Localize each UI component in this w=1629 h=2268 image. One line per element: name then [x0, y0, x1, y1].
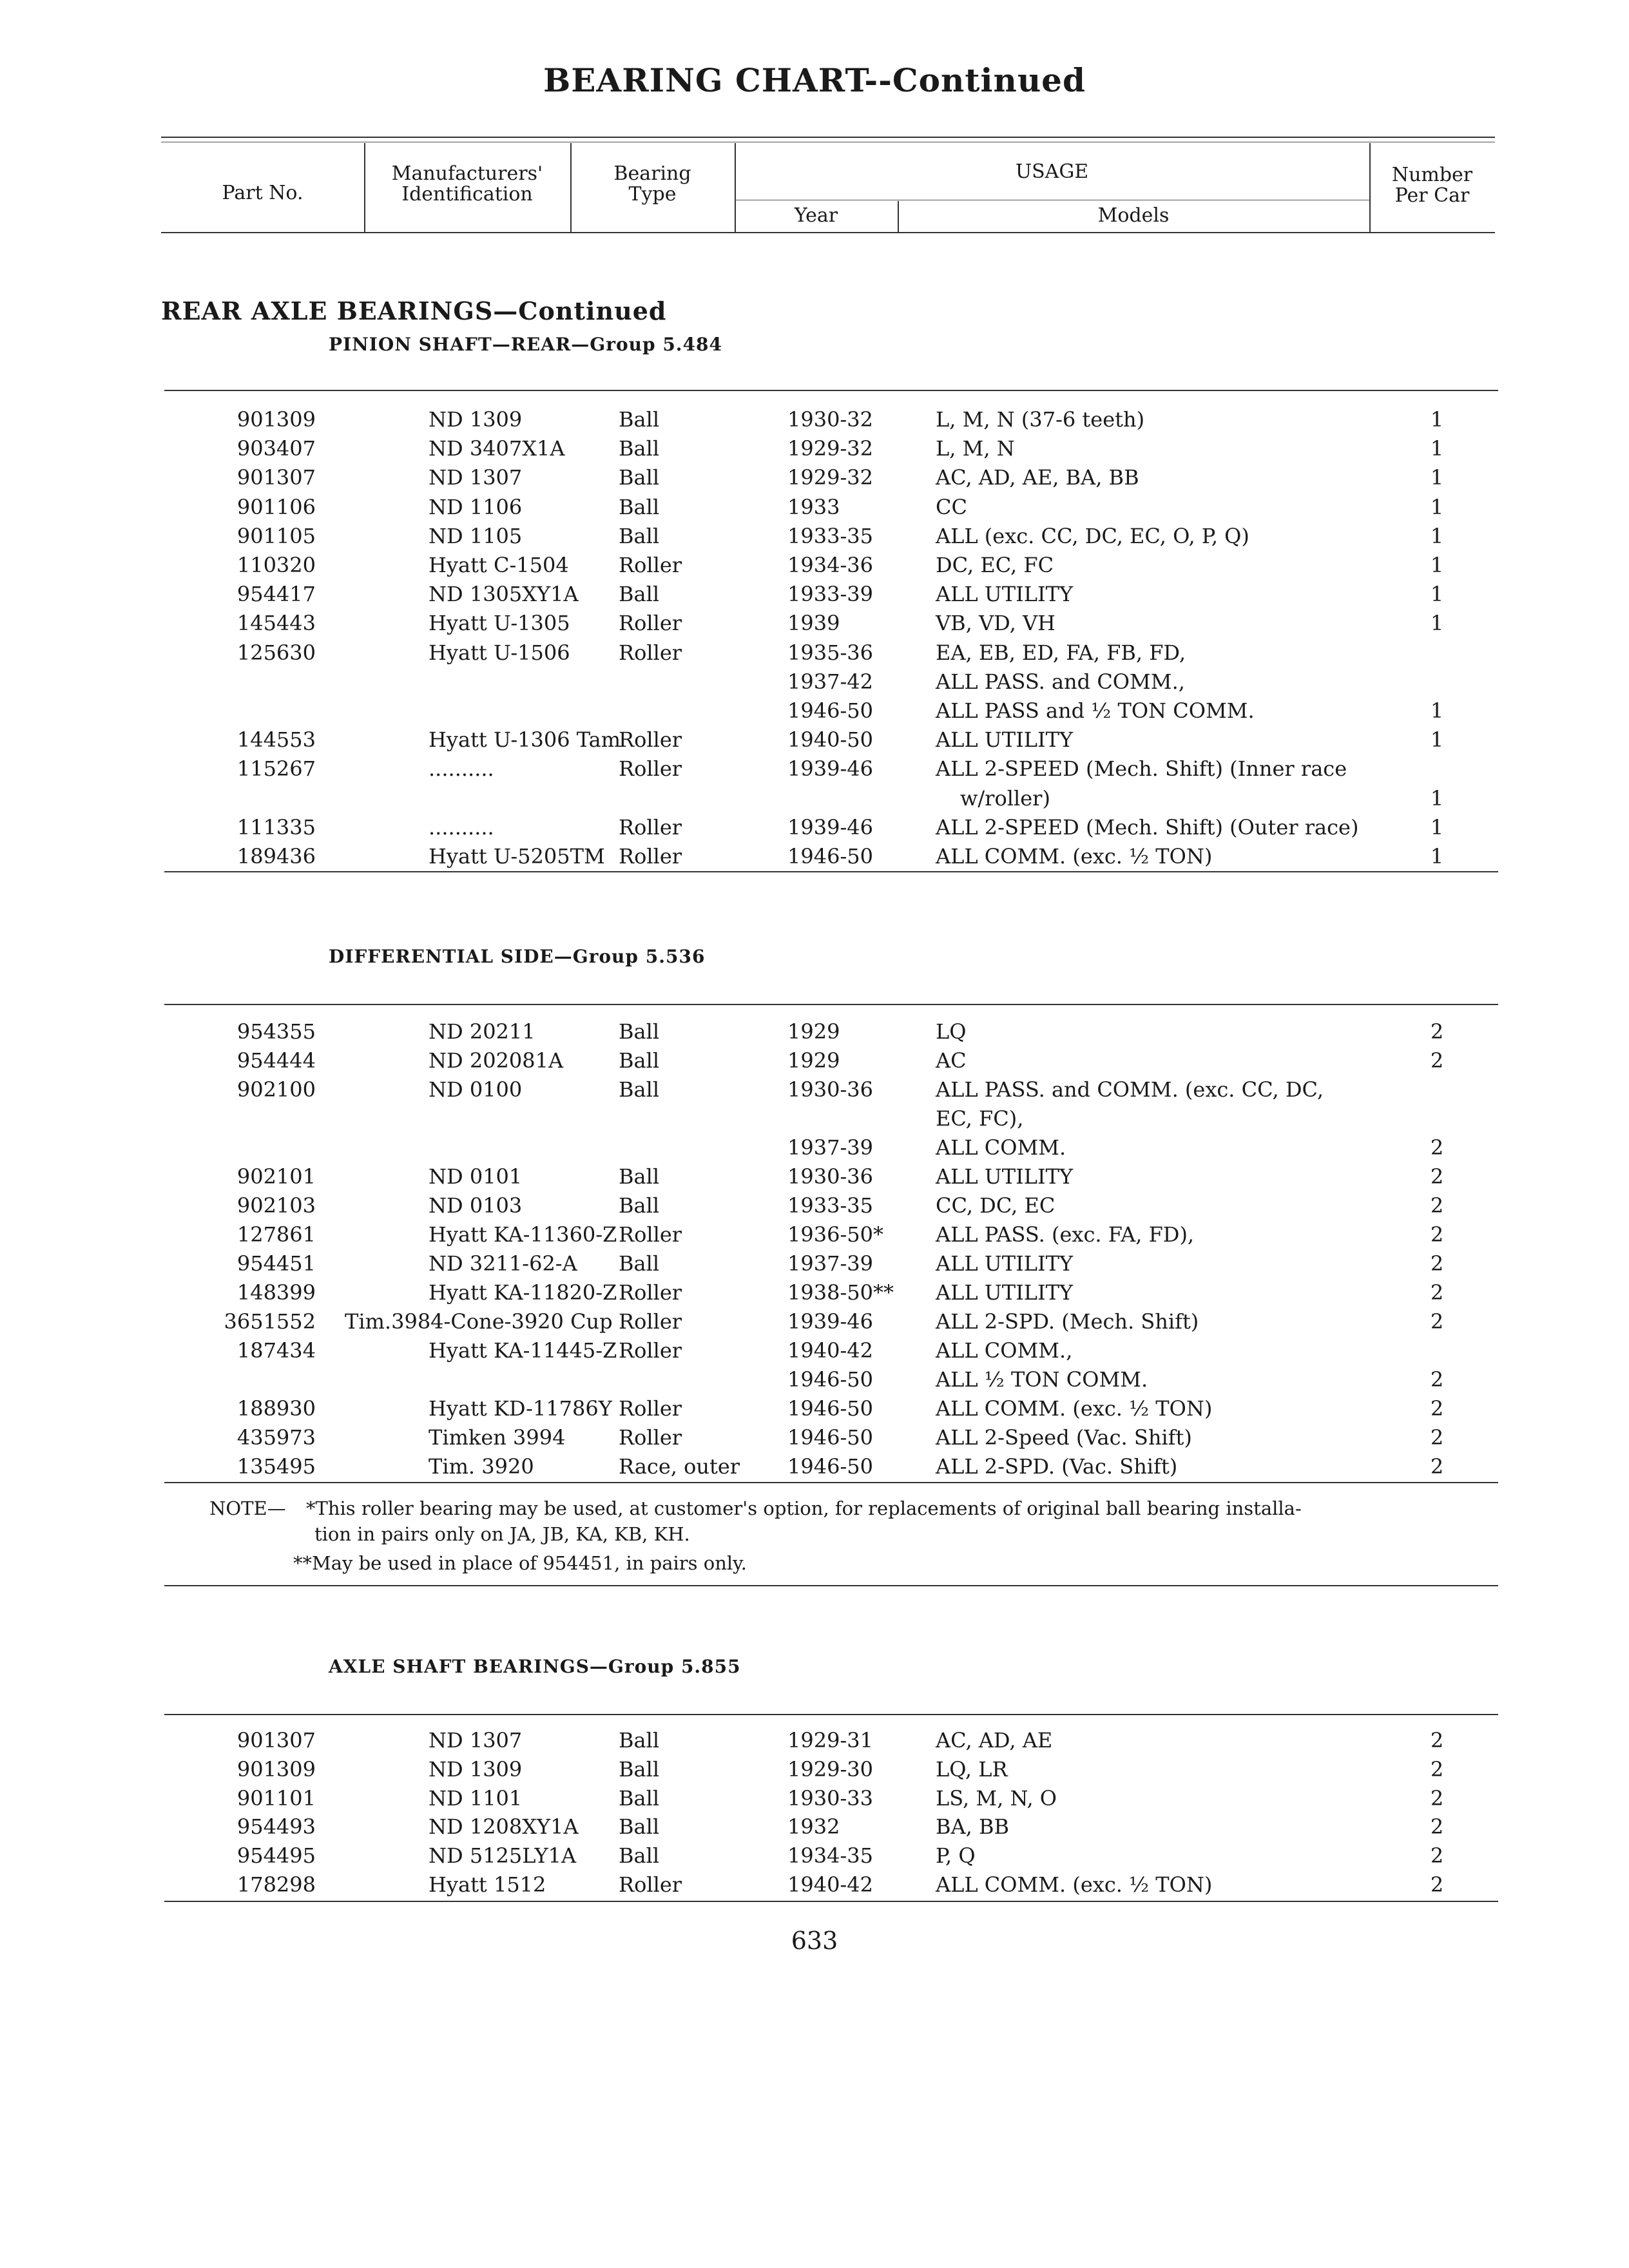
table-row — [0, 638, 1629, 668]
usage-year: 1937-39 — [787, 1251, 873, 1276]
usage-models: ALL (exc. CC, DC, EC, O, P, Q) — [936, 523, 1249, 548]
part-number: 125630 — [236, 640, 316, 665]
usage-year: 1929 — [787, 1048, 840, 1073]
part-number: 901101 — [236, 1785, 316, 1811]
part-number: 189436 — [236, 844, 316, 869]
header-part-no: Part No. — [222, 182, 304, 204]
manufacturer-id: .......... — [429, 756, 494, 782]
usage-year: 1939-46 — [787, 814, 873, 840]
part-number: 188930 — [236, 1396, 316, 1421]
bearing-type: Ball — [619, 1048, 660, 1073]
number-per-car: 2 — [1430, 1019, 1444, 1044]
usage-models: LQ, LR — [936, 1756, 1008, 1782]
table-row — [0, 1046, 1629, 1075]
manufacturer-id: ND 1208XY1A — [429, 1814, 579, 1840]
number-per-car: 2 — [1430, 1872, 1444, 1897]
usage-models: ALL COMM. (exc. ½ TON) — [936, 1396, 1213, 1421]
part-number: 903407 — [236, 436, 316, 461]
number-per-car: 2 — [1430, 1251, 1444, 1276]
usage-models: ALL UTILITY — [936, 1280, 1074, 1305]
manufacturer-id: ND 1307 — [429, 1728, 523, 1753]
part-number: 901309 — [236, 407, 316, 432]
manufacturer-id: ND 3407X1A — [429, 436, 565, 461]
usage-year: 1930-32 — [787, 407, 873, 432]
number-per-car: 2 — [1430, 1785, 1444, 1811]
table-row — [0, 725, 1629, 754]
table-row — [0, 463, 1629, 492]
usage-year: 1935-36 — [787, 640, 873, 665]
usage-year: 1939 — [787, 611, 840, 636]
manufacturer-id: ND 1106 — [429, 494, 523, 519]
manufacturer-id: Hyatt KA-11820-Z — [429, 1280, 617, 1305]
manufacturer-id: ND 0101 — [429, 1164, 523, 1189]
header-bottom-rule — [161, 232, 1495, 233]
usage-models: AC, AD, AE, BA, BB — [936, 465, 1139, 490]
usage-year: 1939-46 — [787, 1309, 873, 1334]
usage-models: ALL PASS. (exc. FA, FD), — [936, 1222, 1195, 1247]
manufacturer-id: Hyatt U-5205TM — [429, 844, 605, 869]
number-per-car: 2 — [1430, 1280, 1444, 1305]
part-number: 145443 — [236, 611, 316, 636]
part-number: 111335 — [236, 814, 316, 840]
usage-models: ALL PASS. and COMM., — [936, 669, 1185, 694]
bearing-type: Ball — [619, 436, 660, 461]
number-per-car: 1 — [1430, 611, 1444, 636]
usage-year: 1933-35 — [787, 1193, 873, 1218]
number-per-car: 2 — [1430, 1396, 1444, 1421]
part-number: 954495 — [236, 1843, 316, 1869]
number-per-car: 2 — [1430, 1454, 1444, 1479]
part-number: 187434 — [236, 1338, 316, 1363]
bearing-type: Roller — [619, 844, 682, 869]
number-per-car: 1 — [1430, 523, 1444, 548]
usage-models: EA, EB, ED, FA, FB, FD, — [936, 640, 1186, 665]
table-row — [0, 1191, 1629, 1220]
table-row — [0, 812, 1629, 842]
part-number: 901307 — [236, 1728, 316, 1753]
bearing-type: Ball — [619, 582, 660, 607]
usage-models: AC, AD, AE — [936, 1728, 1053, 1753]
manufacturer-id: Hyatt KA-11360-Z — [429, 1222, 617, 1247]
table-row — [0, 550, 1629, 580]
manufacturer-id: ND 202081A — [429, 1048, 564, 1073]
manufacturer-id: ND 0103 — [429, 1193, 523, 1218]
usage-year: 1930-36 — [787, 1164, 873, 1189]
number-per-car: 1 — [1430, 494, 1444, 519]
number-per-car: 1 — [1430, 814, 1444, 840]
usage-year: 1937-39 — [787, 1135, 873, 1160]
table-row — [0, 1336, 1629, 1365]
header-mfr-2: Identification — [401, 183, 533, 206]
usage-models: L, M, N — [936, 436, 1015, 461]
manufacturer-id: ND 3211-62-A — [429, 1251, 577, 1276]
manufacturer-id: Timken 3994 — [429, 1425, 566, 1450]
manufacturer-id: Hyatt U-1306 Tam — [429, 727, 621, 753]
table-row — [0, 1307, 1629, 1336]
usage-models: BA, BB — [936, 1814, 1009, 1840]
table-row — [0, 1249, 1629, 1278]
header-year: Year — [794, 204, 838, 227]
usage-year: 1946-50 — [787, 1396, 873, 1421]
part-number: 902103 — [236, 1193, 316, 1218]
part-number: 954493 — [236, 1814, 316, 1840]
part-number: 902100 — [236, 1077, 316, 1102]
usage-models: ALL UTILITY — [936, 1251, 1074, 1276]
usage-models: ALL COMM., — [936, 1338, 1073, 1363]
number-per-car: 2 — [1430, 1309, 1444, 1334]
usage-models: ALL UTILITY — [936, 582, 1074, 607]
bearing-type: Roller — [619, 1309, 682, 1334]
manufacturer-id: Hyatt U-1305 — [429, 611, 570, 636]
table-row — [0, 1783, 1629, 1813]
pinion-top-rule — [164, 390, 1498, 391]
usage-year: 1933-35 — [787, 523, 873, 548]
number-per-car: 2 — [1430, 1164, 1444, 1189]
usage-year: 1939-46 — [787, 756, 873, 782]
usage-models: w/roller) — [960, 785, 1050, 811]
table-row — [0, 1841, 1629, 1870]
usage-models: VB, VD, VH — [936, 611, 1055, 636]
number-per-car: 1 — [1430, 785, 1444, 811]
bearing-type: Roller — [619, 756, 682, 782]
usage-year: 1940-50 — [787, 727, 873, 753]
usage-models: ALL 2-SPD. (Mech. Shift) — [936, 1309, 1199, 1334]
note-line-3: **May be used in place of 954451, in pairs only. — [293, 1552, 747, 1574]
bearing-type: Roller — [619, 640, 682, 665]
part-number: 901105 — [236, 523, 316, 548]
manufacturer-id: ND 1309 — [429, 407, 523, 432]
manufacturer-id: ND 20211 — [429, 1019, 535, 1044]
part-number: 954444 — [236, 1048, 316, 1073]
part-number: 178298 — [236, 1872, 316, 1897]
table-row — [0, 434, 1629, 463]
usage-models: AC — [936, 1048, 967, 1073]
table-row — [0, 1075, 1629, 1104]
table-row — [0, 405, 1629, 434]
bearing-type: Ball — [619, 1251, 660, 1276]
usage-year: 1946-50 — [787, 698, 873, 723]
number-per-car: 2 — [1430, 1193, 1444, 1218]
usage-year: 1933-39 — [787, 582, 873, 607]
table-row — [0, 783, 1629, 813]
table-row — [0, 521, 1629, 551]
pinion-title: PINION SHAFT—REAR—Group 5.484 — [329, 334, 722, 355]
number-per-car: 2 — [1430, 1814, 1444, 1840]
usage-year: 1946-50 — [787, 1425, 873, 1450]
page-number: 633 — [791, 1927, 838, 1955]
part-number: 110320 — [236, 553, 316, 577]
usage-year: 1929 — [787, 1019, 840, 1044]
part-number: 902101 — [236, 1164, 316, 1189]
manufacturer-id: .......... — [429, 814, 494, 840]
bearing-type: Ball — [619, 1728, 660, 1753]
bearing-type: Roller — [619, 553, 682, 577]
usage-year: 1930-36 — [787, 1077, 873, 1102]
part-number: 148399 — [236, 1280, 316, 1305]
usage-year: 1933 — [787, 494, 840, 519]
bearing-type: Roller — [619, 611, 682, 636]
bearing-type: Ball — [619, 1077, 660, 1102]
usage-year: 1946-50 — [787, 1367, 873, 1392]
bearing-type: Roller — [619, 1280, 682, 1305]
table-row — [0, 1104, 1629, 1133]
manufacturer-id: Tim.3984-Cone-3920 Cup — [345, 1309, 613, 1334]
number-per-car: 1 — [1430, 407, 1444, 432]
table-row — [0, 1812, 1629, 1841]
table-row — [0, 608, 1629, 638]
header-num-1: Number — [1391, 164, 1473, 186]
usage-year: 1937-42 — [787, 669, 873, 694]
usage-models: CC — [936, 494, 967, 519]
usage-models: L, M, N (37-6 teeth) — [936, 407, 1145, 432]
number-per-car: 2 — [1430, 1135, 1444, 1160]
differential-bottom-rule — [164, 1482, 1498, 1483]
usage-models: DC, EC, FC — [936, 553, 1054, 577]
page-title: BEARING CHART--Continued — [543, 61, 1086, 99]
part-number: 954417 — [236, 582, 316, 607]
header-mfr-1: Manufacturers' — [391, 162, 543, 185]
usage-models: ALL ½ TON COMM. — [936, 1367, 1148, 1392]
bearing-type: Ball — [619, 1756, 660, 1782]
number-per-car: 1 — [1430, 553, 1444, 577]
manufacturer-id: ND 1305XY1A — [429, 582, 579, 607]
bearing-type: Roller — [619, 1396, 682, 1421]
number-per-car: 1 — [1430, 844, 1444, 869]
usage-models: ALL 2-Speed (Vac. Shift) — [936, 1425, 1192, 1450]
bearing-type: Ball — [619, 1164, 660, 1189]
usage-models: ALL COMM. (exc. ½ TON) — [936, 844, 1213, 869]
usage-models: EC, FC), — [936, 1106, 1024, 1131]
header-usage: USAGE — [1015, 160, 1089, 183]
bearing-type: Ball — [619, 1019, 660, 1044]
bearing-type: Roller — [619, 1338, 682, 1363]
usage-models: ALL 2-SPEED (Mech. Shift) (Inner race — [936, 756, 1347, 782]
manufacturer-id: Tim. 3920 — [429, 1454, 534, 1479]
part-number: 144553 — [236, 727, 316, 753]
part-number: 901307 — [236, 465, 316, 490]
number-per-car: 1 — [1430, 436, 1444, 461]
bearing-type: Ball — [619, 407, 660, 432]
manufacturer-id: ND 1307 — [429, 465, 523, 490]
usage-year: 1929-30 — [787, 1756, 873, 1782]
table-row — [0, 1423, 1629, 1452]
number-per-car: 1 — [1430, 582, 1444, 607]
number-per-car: 2 — [1430, 1048, 1444, 1073]
part-number: 435973 — [236, 1425, 316, 1450]
bearing-type: Roller — [619, 1222, 682, 1247]
number-per-car: 1 — [1430, 698, 1444, 723]
header-top-rule — [161, 137, 1495, 138]
usage-models: ALL 2-SPEED (Mech. Shift) (Outer race) — [936, 814, 1359, 840]
part-number: 901106 — [236, 494, 316, 519]
usage-year: 1934-35 — [787, 1843, 873, 1869]
pinion-bottom-rule — [164, 871, 1498, 872]
number-per-car: 2 — [1430, 1425, 1444, 1450]
usage-year: 1940-42 — [787, 1872, 873, 1897]
number-per-car: 2 — [1430, 1367, 1444, 1392]
usage-models: ALL UTILITY — [936, 727, 1074, 753]
axle-title: AXLE SHAFT BEARINGS—Group 5.855 — [329, 1656, 741, 1677]
bearing-type: Ball — [619, 465, 660, 490]
usage-models: CC, DC, EC — [936, 1193, 1055, 1218]
usage-models: ALL UTILITY — [936, 1164, 1074, 1189]
manufacturer-id: ND 1309 — [429, 1756, 523, 1782]
table-row — [0, 1394, 1629, 1423]
usage-year: 1936-50* — [787, 1222, 883, 1247]
table-row — [0, 841, 1629, 871]
table-row — [0, 1220, 1629, 1249]
usage-year: 1929-32 — [787, 436, 873, 461]
table-row — [0, 667, 1629, 697]
table-row — [0, 754, 1629, 783]
number-per-car: 2 — [1430, 1843, 1444, 1869]
bearing-type: Roller — [619, 814, 682, 840]
usage-year: 1930-33 — [787, 1785, 873, 1811]
bearing-type: Ball — [619, 1785, 660, 1811]
number-per-car: 1 — [1430, 727, 1444, 753]
usage-models: ALL 2-SPD. (Vac. Shift) — [936, 1454, 1178, 1479]
usage-year: 1946-50 — [787, 844, 873, 869]
table-row — [0, 1162, 1629, 1191]
header-type-2: Type — [628, 183, 677, 206]
note-label: NOTE— — [209, 1497, 286, 1519]
bearing-type: Ball — [619, 1843, 660, 1869]
number-per-car: 1 — [1430, 465, 1444, 490]
part-number: 135495 — [236, 1454, 316, 1479]
manufacturer-id: Hyatt U-1506 — [429, 640, 570, 665]
table-row — [0, 696, 1629, 726]
note-line-2: tion in pairs only on JA, JB, KA, KB, KH. — [314, 1523, 690, 1545]
part-number: 115267 — [236, 756, 316, 782]
usage-models: ALL COMM. (exc. ½ TON) — [936, 1872, 1213, 1897]
number-per-car: 2 — [1430, 1728, 1444, 1753]
usage-models: LQ — [936, 1019, 967, 1044]
table-row — [0, 1725, 1629, 1755]
usage-models: P, Q — [936, 1843, 976, 1869]
bearing-type: Race, outer — [619, 1454, 740, 1479]
usage-year: 1940-42 — [787, 1338, 873, 1363]
header-type-1: Bearing — [613, 162, 691, 185]
bearing-type: Roller — [619, 1425, 682, 1450]
table-row — [0, 1017, 1629, 1046]
usage-year: 1938-50** — [787, 1280, 894, 1305]
bearing-type: Ball — [619, 494, 660, 519]
manufacturer-id: Hyatt C-1504 — [429, 553, 569, 577]
bearing-type: Ball — [619, 523, 660, 548]
usage-models: ALL PASS. and COMM. (exc. CC, DC, — [936, 1077, 1324, 1102]
usage-models: ALL PASS and ½ TON COMM. — [936, 698, 1255, 723]
table-row — [0, 579, 1629, 609]
axle-bottom-rule — [164, 1901, 1498, 1902]
header-models: Models — [1097, 204, 1170, 227]
usage-models: ALL COMM. — [936, 1135, 1066, 1160]
usage-year: 1934-36 — [787, 553, 873, 577]
manufacturer-id: Hyatt KA-11445-Z — [429, 1338, 617, 1363]
table-row — [0, 1452, 1629, 1481]
part-number: 954451 — [236, 1251, 316, 1276]
usage-year: 1946-50 — [787, 1454, 873, 1479]
number-per-car: 2 — [1430, 1756, 1444, 1782]
axle-top-rule — [164, 1714, 1498, 1715]
bearing-type: Roller — [619, 1872, 682, 1897]
differential-title: DIFFERENTIAL SIDE—Group 5.536 — [329, 946, 706, 967]
bearing-type: Ball — [619, 1814, 660, 1840]
number-per-car: 2 — [1430, 1222, 1444, 1247]
table-row — [0, 1133, 1629, 1162]
note-bottom-rule — [164, 1585, 1498, 1586]
bearing-type: Ball — [619, 1193, 660, 1218]
manufacturer-id: Hyatt 1512 — [429, 1872, 546, 1897]
part-number: 901309 — [236, 1756, 316, 1782]
differential-top-rule — [164, 1004, 1498, 1005]
table-row — [0, 1365, 1629, 1394]
table-row — [0, 1870, 1629, 1899]
bearing-type: Roller — [619, 727, 682, 753]
part-number: 127861 — [236, 1222, 316, 1247]
manufacturer-id: Hyatt KD-11786Y — [429, 1396, 612, 1421]
table-row — [0, 492, 1629, 522]
section-title: REAR AXLE BEARINGS—Continued — [161, 296, 667, 325]
usage-year: 1932 — [787, 1814, 840, 1840]
header-num-2: Per Car — [1394, 184, 1470, 207]
part-number: 954355 — [236, 1019, 316, 1044]
manufacturer-id: ND 1101 — [429, 1785, 523, 1811]
manufacturer-id: ND 1105 — [429, 523, 523, 548]
table-row — [0, 1278, 1629, 1307]
usage-year: 1929-32 — [787, 465, 873, 490]
part-number: 3651552 — [224, 1309, 316, 1334]
table-row — [0, 1754, 1629, 1784]
usage-year: 1929-31 — [787, 1728, 873, 1753]
usage-models: LS, M, N, O — [936, 1785, 1057, 1811]
manufacturer-id: ND 0100 — [429, 1077, 523, 1102]
manufacturer-id: ND 5125LY1A — [429, 1843, 577, 1869]
note-line-1: *This roller bearing may be used, at customer's option, for replacements of original ball bearing installa- — [306, 1497, 1302, 1519]
